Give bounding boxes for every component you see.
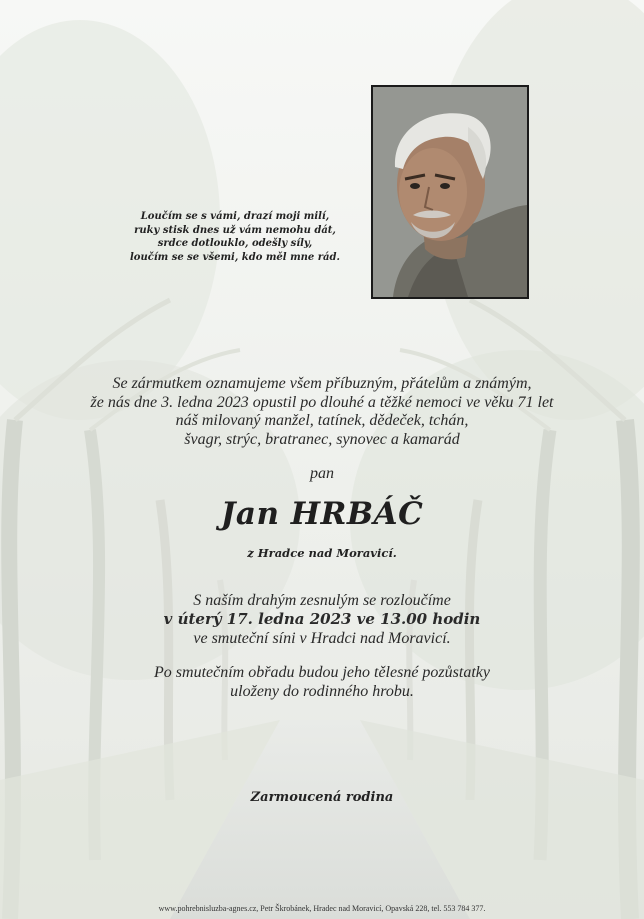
burial-line: uloženy do rodinného hrobu.: [230, 683, 414, 700]
ceremony-venue: ve smuteční síni v Hradci nad Moravicí.: [193, 630, 451, 647]
announcement-line: švagr, strýc, bratranec, synovec a kamarád: [184, 430, 460, 448]
poem-line: Loučím se s vámi, drazí moji milí,: [140, 211, 330, 222]
ceremony-datetime: v úterý 17. ledna 2023 ve 13.00 hodin: [163, 610, 481, 628]
poem-line: srdce dotlouklo, odešly síly,: [157, 238, 313, 249]
honorific: pan: [310, 465, 334, 482]
announcement-line: náš milovaný manžel, tatínek, dědeček, tchán,: [175, 412, 469, 429]
announcement-line: Se zármutkem oznamujeme všem příbuzným, přátelům a známým,: [112, 375, 532, 392]
farewell-details: [0, 591, 644, 648]
farewell-poem: [100, 210, 370, 264]
poem-line: ruky stisk dnes už vám nemohu dát,: [134, 224, 336, 236]
portrait-image: [373, 87, 527, 297]
deceased-name: Jan HRBÁČ: [220, 496, 424, 532]
poem-line: loučím se se všemi, kdo měl mne rád.: [130, 251, 340, 263]
portrait-photo: [371, 85, 529, 299]
burial-line: Po smutečním obřadu budou jeho tělesné pozůstatky: [154, 664, 490, 681]
farewell-intro: S naším drahým zesnulým se rozloučíme: [193, 592, 451, 609]
family-signature: Zarmoucená rodina: [250, 790, 394, 805]
deceased-origin: z Hradce nad Moravicí.: [247, 546, 397, 560]
death-announcement: [40, 375, 604, 449]
announcement-line: že nás dne 3. ledna 2023 opustil po dlouhé a těžké nemoci ve věku 71 let: [90, 393, 554, 411]
funeral-service-footer: www.pohrebnisluzba-agnes.cz, Petr Škrobánek, Hradec nad Moravicí, Opavská 228, tel. 553 784 377.: [158, 904, 486, 913]
burial-info: [0, 663, 644, 701]
